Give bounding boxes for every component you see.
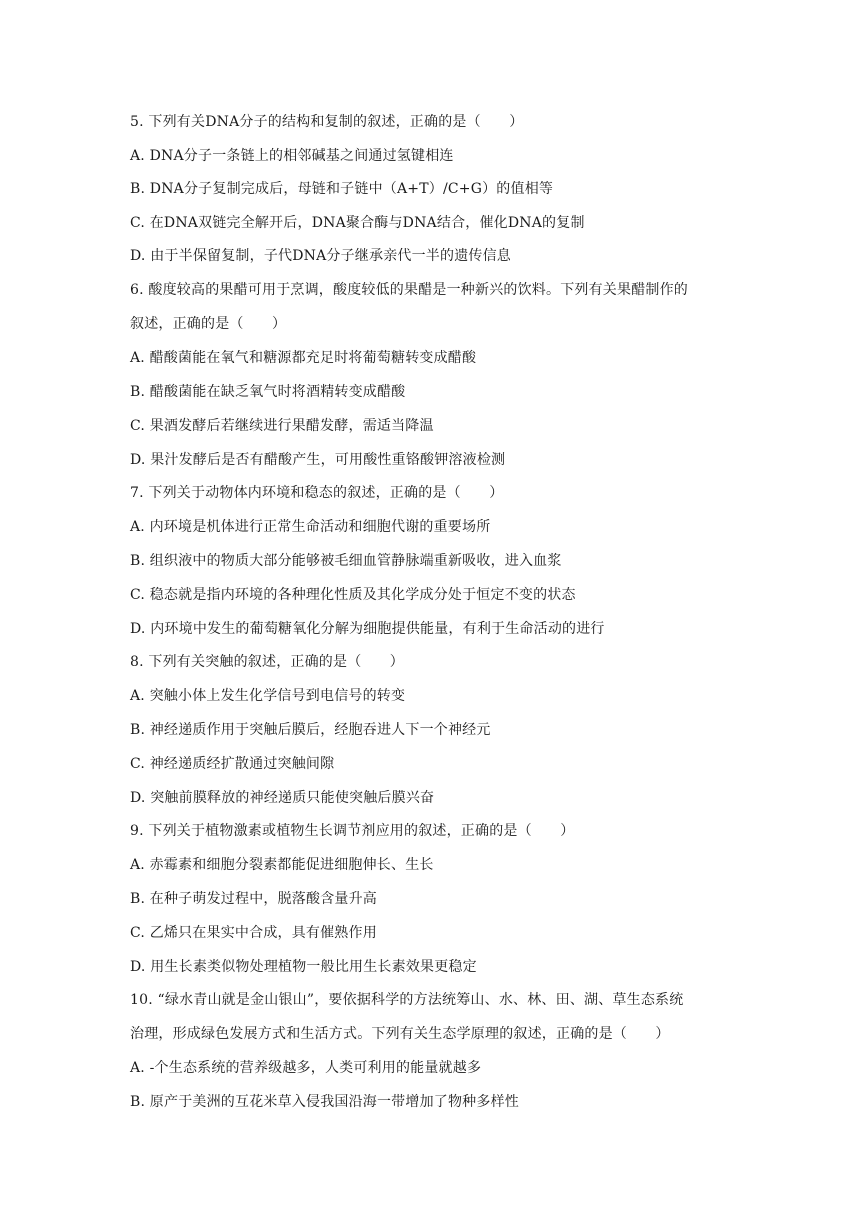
question-7-option-b: B. 组织液中的物质大部分能够被毛细血管静脉端重新吸收，进入血浆: [130, 553, 562, 569]
question-5-option-d: D. 由于半保留复制，子代DNA分子继承亲代一半的遗传信息: [130, 248, 512, 264]
question-9-option-a: A. 赤霉素和细胞分裂素都能促进细胞伸长、生长: [130, 857, 434, 873]
question-8-option-d: D. 突触前膜释放的神经递质只能使突触后膜兴奋: [130, 790, 435, 806]
question-9-stem: 9. 下列关于植物激素或植物生长调节剂应用的叙述，正确的是（ ）: [130, 823, 575, 839]
question-7-stem: 7. 下列关于动物体内环境和稳态的叙述，正确的是（ ）: [130, 485, 504, 501]
question-6-stem-line-2: 叙述，正确的是（ ）: [130, 316, 287, 332]
question-10-stem-line-2: 治理，形成绿色发展方式和生活方式。下列有关生态学原理的叙述，正确的是（ ）: [130, 1026, 670, 1042]
question-8-option-a: A. 突触小体上发生化学信号到电信号的转变: [130, 688, 406, 704]
question-10-stem-line-1: 10. “绿水青山就是金山银山”，要依据科学的方法统筹山、水、林、田、湖、草生态系统: [130, 992, 684, 1008]
question-5-stem: 5. 下列有关DNA分子的结构和复制的叙述，正确的是（ ）: [130, 114, 524, 130]
question-7-option-c: C. 稳态就是指内环境的各种理化性质及其化学成分处于恒定不变的状态: [130, 587, 576, 603]
question-5-option-a: A. DNA分子一条链上的相邻碱基之间通过氢键相连: [130, 148, 454, 164]
question-6-stem-line-1: 6. 酸度较高的果醋可用于烹调，酸度较低的果醋是一种新兴的饮料。下列有关果醋制作的: [130, 282, 689, 298]
question-6-option-d: D. 果汁发酵后是否有醋酸产生，可用酸性重铬酸钾溶液检测: [130, 452, 506, 468]
question-10-option-a: A. -个生态系统的营养级越多，人类可利用的能量就越多: [130, 1060, 482, 1076]
question-6-option-a: A. 醋酸菌能在氧气和糖源都充足时将葡萄糖转变成醋酸: [130, 350, 477, 366]
question-6-option-b: B. 醋酸菌能在缺乏氧气时将酒精转变成醋酸: [130, 384, 406, 400]
question-7-option-d: D. 内环境中发生的葡萄糖氧化分解为细胞提供能量，有利于生命活动的进行: [130, 621, 605, 637]
question-6-option-c: C. 果酒发酵后若继续进行果醋发酵，需适当降温: [130, 418, 434, 434]
question-10-option-b: B. 原产于美洲的互花米草入侵我国沿海一带增加了物种多样性: [130, 1094, 519, 1110]
question-9-option-b: B. 在种子萌发过程中，脱落酸含量升高: [130, 891, 377, 907]
question-5-option-c: C. 在DNA双链完全解开后，DNA聚合酶与DNA结合，催化DNA的复制: [130, 215, 585, 231]
question-8-option-c: C. 神经递质经扩散通过突触间隙: [130, 756, 335, 772]
question-7-option-a: A. 内环境是机体进行正常生命活动和细胞代谢的重要场所: [130, 519, 491, 535]
question-5-option-b: B. DNA分子复制完成后，母链和子链中（A+T）/C+G）的值相等: [130, 181, 554, 197]
question-9-option-c: C. 乙烯只在果实中合成，具有催熟作用: [130, 925, 377, 941]
question-8-option-b: B. 神经递质作用于突触后膜后，经胞吞进人下一个神经元: [130, 722, 491, 738]
question-8-stem: 8. 下列有关突触的叙述，正确的是（ ）: [130, 654, 405, 670]
question-9-option-d: D. 用生长素类似物处理植物一般比用生长素效果更稳定: [130, 959, 477, 975]
